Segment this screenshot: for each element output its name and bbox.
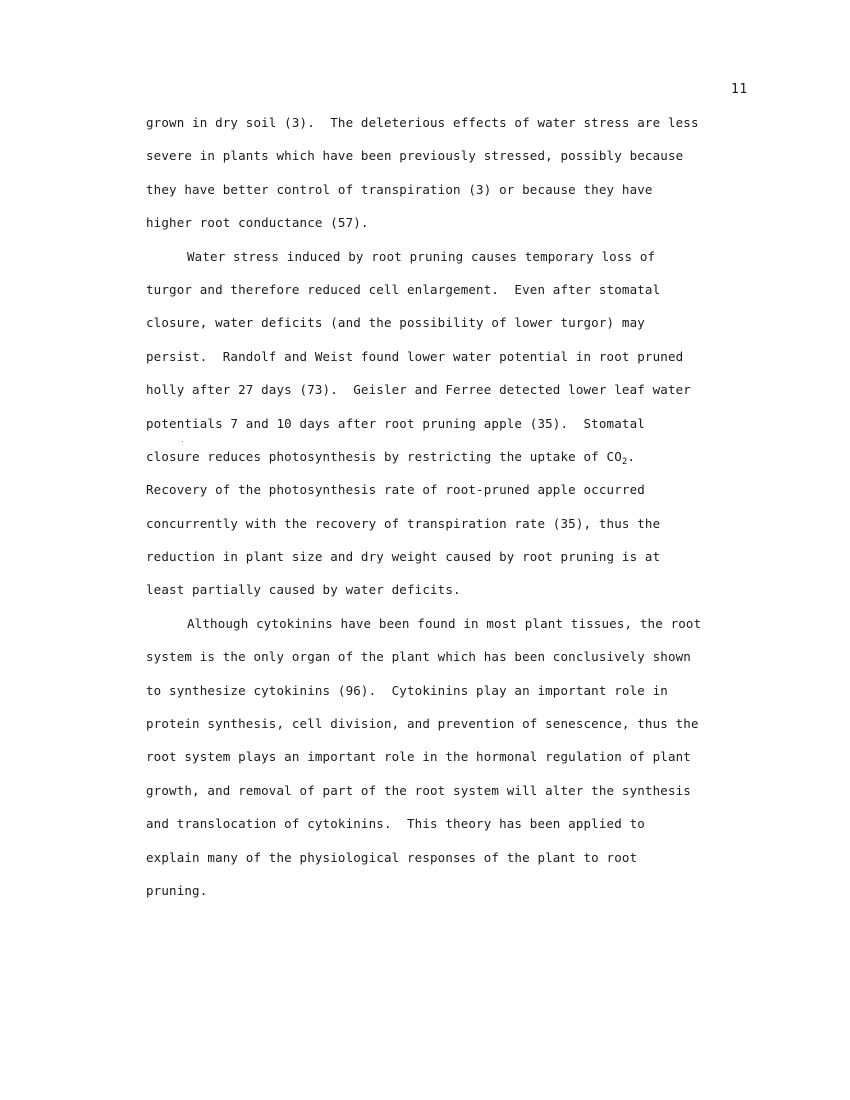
text-line: system is the only organ of the plant which has been conclusively shown <box>146 649 691 665</box>
text-line: root system plays an important role in the hormonal regulation of plant <box>146 749 691 765</box>
text-line: grown in dry soil (3). The deleterious effects of water stress are less <box>146 115 699 130</box>
co2-line-text: closure reduces photosynthesis by restricting the uptake of CO <box>146 448 622 464</box>
text-line: reduction in plant size and dry weight caused by root pruning is at <box>146 549 661 565</box>
text-line: and translocation of cytokinins. This theory has been applied to <box>146 816 645 832</box>
text-line: growth, and removal of part of the root system will alter the synthesis <box>146 782 691 798</box>
text-line: holly after 27 days (73). Geisler and Ferree detected lower leaf water <box>146 382 691 398</box>
text-line: concurrently with the recovery of transpiration rate (35), thus the <box>146 515 661 531</box>
body-text <box>146 112 756 913</box>
co2-subscript: 2 <box>621 456 628 467</box>
text-line: turgor and therefore reduced cell enlargement. Even after stomatal <box>146 281 661 297</box>
page-number: 11 <box>731 82 748 97</box>
text-line: explain many of the physiological responses of the plant to root <box>146 849 638 865</box>
text-line: severe in plants which have been previously stressed, possibly because <box>146 148 684 164</box>
text-line: higher root conductance (57). <box>146 215 369 231</box>
text-line: least partially caused by water deficits. <box>146 582 461 598</box>
text-line: pruning. <box>146 882 208 898</box>
text-line-co2 <box>146 446 756 479</box>
text-line: to synthesize cytokinins (96). Cytokinins play an important role in <box>146 682 668 698</box>
text-line: closure, water deficits (and the possibility of lower turgor) may <box>146 315 645 331</box>
text-line: they have better control of transpiration (3) or because they have <box>146 181 653 197</box>
text-line: potentials 7 and 10 days after root pruning apple (35). Stomatal <box>146 415 645 431</box>
text-line: persist. Randolf and Weist found lower water potential in root pruned <box>146 348 684 364</box>
co2-line-end: . <box>627 448 636 464</box>
text-line: Recovery of the photosynthesis rate of root-pruned apple occurred <box>146 482 645 498</box>
text-line: protein synthesis, cell division, and prevention of senescence, thus the <box>146 716 699 732</box>
paragraph-start-line: Although cytokinins have been found in most plant tissues, the root <box>187 615 702 631</box>
paragraph-start-line: Water stress induced by root pruning causes temporary loss of <box>187 248 656 264</box>
